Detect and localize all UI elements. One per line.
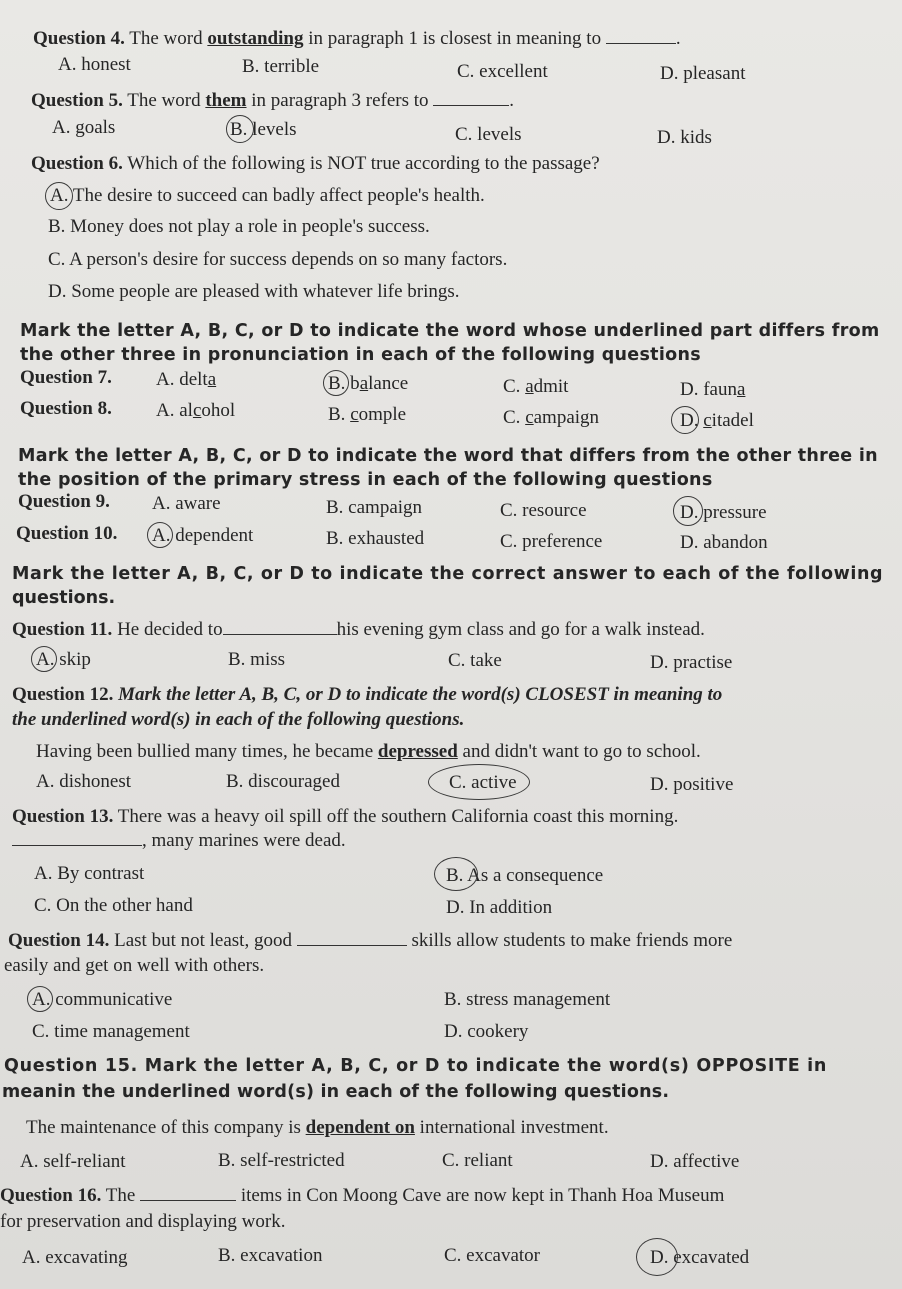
q7-option-b: B. balance [328, 373, 409, 394]
q4-option-a: A. honest [58, 54, 131, 75]
q8-label: Question 8. [20, 398, 112, 419]
q14-option-d: D. cookery [444, 1021, 529, 1042]
q14-blank [297, 929, 407, 946]
instruction-correct-line1: Mark the letter A, B, C, or D to indicate the correct answer to each of the following [12, 564, 884, 584]
q4-answer-mark [238, 54, 266, 82]
q7-label: Question 7. [20, 367, 112, 388]
q13-option-a: A. By contrast [34, 863, 145, 884]
q12-answer-circle [428, 764, 530, 800]
q16-option-c: C. excavator [444, 1245, 541, 1266]
q11-stem: Question 11. He decided to his evening gym class and go for a walk instead. [12, 619, 705, 640]
q7-option-d: D. fauna [680, 379, 746, 400]
q15-option-b: B. self-restricted [218, 1150, 345, 1171]
q15-option-a: A. self-reliant [20, 1151, 126, 1172]
q15-sentence: The maintenance of this company is dependent on international investment. [26, 1117, 609, 1138]
q12-option-c: C. active [449, 772, 517, 793]
q14-option-c: C. time management [32, 1021, 190, 1042]
q15-stem-line2: meanin the underlined word(s) in each of the following questions. [2, 1082, 670, 1102]
q5-blank [433, 89, 509, 106]
q11-answer-circle [31, 646, 57, 672]
q4-blank [606, 27, 676, 44]
q8-option-b: B. comple [328, 404, 407, 425]
q13-stem-line2: , many marines were dead. [12, 829, 346, 853]
q16-answer-circle [636, 1238, 678, 1276]
instruction-stress-line1: Mark the letter A, B, C, or D to indicate the word that differs from the other three in [18, 446, 878, 466]
q6-answer-circle [45, 182, 73, 210]
q13-option-c: C. On the other hand [34, 895, 193, 916]
q13-answer-circle [434, 857, 478, 891]
q5-option-b: B. levels [230, 119, 297, 140]
q10-label: Question 10. [16, 523, 118, 544]
q10-answer-circle [147, 522, 173, 548]
q4-option-b: B. terrible [242, 56, 320, 77]
q12-sentence: Having been bullied many times, he became depressed and didn't want to go to school. [36, 741, 701, 762]
q12-option-d: D. positive [650, 774, 734, 795]
q16-option-d: D. excavated [650, 1247, 750, 1268]
q5-answer-circle [226, 115, 254, 143]
q11-option-c: C. take [448, 650, 502, 671]
q5-option-c: C. levels [455, 124, 522, 145]
q6-option-b: B. Money does not play a role in people's success. [48, 216, 430, 237]
q10-option-a: A. dependent [152, 525, 254, 546]
q14-option-a: A. communicative [32, 989, 173, 1010]
q12-stem-line2: the underlined word(s) in each of the following questions. [12, 709, 465, 730]
q13-option-d: D. In addition [446, 897, 553, 918]
q5-option-d: D. kids [657, 127, 712, 148]
q8-option-c: C. campaign [503, 407, 600, 428]
q10-option-b: B. exhausted [326, 528, 425, 549]
q6-stem: Question 6. Which of the following is NOT true according to the passage? [31, 153, 600, 174]
instruction-correct-line2: questions. [12, 588, 116, 608]
q14-answer-circle [27, 986, 53, 1012]
q14-option-b: B. stress management [444, 989, 611, 1010]
q9-label: Question 9. [18, 491, 110, 512]
q15-option-c: C. reliant [442, 1150, 513, 1171]
q10-option-d: D. abandon [680, 532, 768, 553]
q7-option-a: A. delta [156, 369, 217, 390]
q16-option-b: B. excavation [218, 1245, 323, 1266]
instruction-stress-line2: the position of the primary stress in each of the following questions [18, 470, 713, 490]
q7-answer-circle [323, 370, 349, 396]
q14-stem-line2: easily and get on well with others. [4, 955, 265, 976]
q11-option-b: B. miss [228, 649, 286, 670]
q12-stem: Question 12. Mark the letter A, B, C, or D to indicate the word(s) CLOSEST in meaning to [12, 684, 723, 705]
q13-blank [12, 829, 142, 846]
q12-option-a: A. dishonest [36, 771, 131, 792]
q9-option-b: B. campaign [326, 497, 423, 518]
q6-option-a: A. The desire to succeed can badly affect people's health. [50, 185, 485, 206]
q5-stem: Question 5. The word them in paragraph 3 refers to . [31, 90, 515, 111]
q15-option-d: D. affective [650, 1151, 740, 1172]
q9-option-c: C. resource [500, 500, 587, 521]
q9-option-a: A. aware [152, 493, 221, 514]
q13-option-b: B. As a consequence [446, 865, 604, 886]
q9-option-d: D. pressure [680, 502, 767, 523]
q4-option-c: C. excellent [457, 61, 548, 82]
q7-option-c: C. admit [503, 376, 569, 397]
q16-stem: Question 16. The items in Con Moong Cave are now kept in Thanh Hoa Museum [0, 1185, 725, 1206]
q9-answer-circle [673, 496, 703, 526]
q4-option-d: D. pleasant [660, 63, 746, 84]
q16-stem-line2: for preservation and displaying work. [0, 1211, 286, 1232]
q8-option-a: A. alcohol [156, 400, 236, 421]
q14-stem: Question 14. Last but not least, good skills allow students to make friends more [8, 930, 733, 951]
q11-option-a: A. skip [36, 649, 91, 670]
q16-option-a: A. excavating [22, 1247, 128, 1268]
q12-option-b: B. discouraged [226, 771, 340, 792]
q15-stem: Question 15. Mark the letter A, B, C, or D to indicate the word(s) OPPOSITE in [4, 1056, 828, 1076]
q13-stem: Question 13. There was a heavy oil spill off the southern California coast this morning. [12, 806, 679, 827]
instruction-pronunciation-line1: Mark the letter A, B, C, or D to indicate the word whose underlined part differs from [20, 321, 880, 341]
q4-stem: Question 4. The word outstanding in paragraph 1 is closest in meaning to . [33, 28, 681, 49]
q10-option-c: C. preference [500, 531, 603, 552]
q16-blank [140, 1184, 236, 1201]
q5-option-a: A. goals [52, 117, 116, 138]
q11-option-d: D. practise [650, 652, 733, 673]
q11-blank [223, 618, 337, 635]
q6-option-d: D. Some people are pleased with whatever life brings. [48, 281, 460, 302]
instruction-pronunciation-line2: the other three in pronunciation in each of the following questions [20, 345, 701, 365]
q8-answer-circle [671, 406, 699, 434]
q8-option-d: D. citadel [680, 410, 754, 431]
q6-option-c: C. A person's desire for success depends on so many factors. [48, 249, 508, 270]
